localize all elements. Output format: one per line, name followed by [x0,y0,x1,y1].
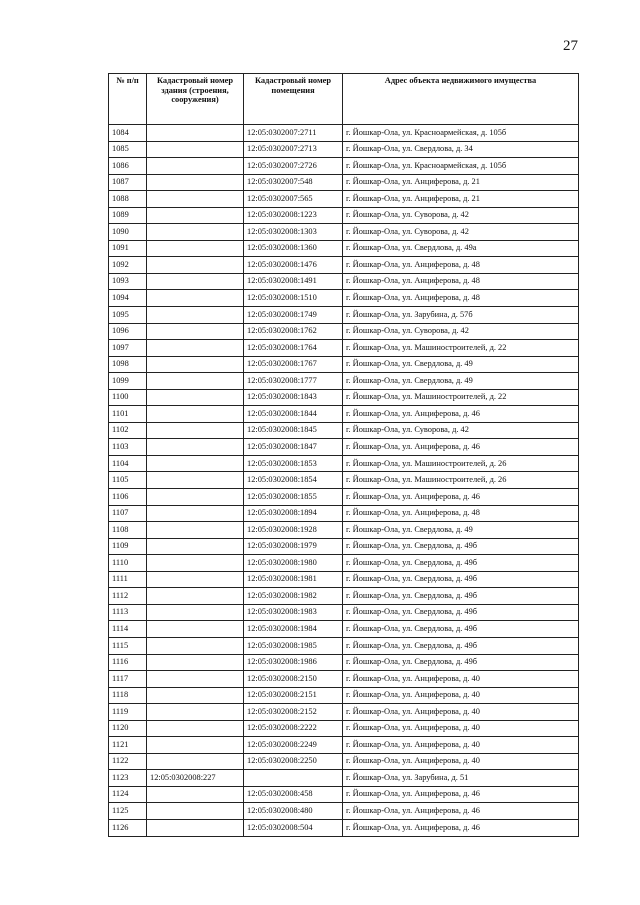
header-num: № п/п [109,74,147,125]
address-cell: г. Йошкар-Ола, ул. Красноармейская, д. 105б [343,158,579,175]
row-number-cell: 1112 [109,588,147,605]
address-cell: г. Йошкар-Ола, ул. Анциферова, д. 48 [343,273,579,290]
address-cell: г. Йошкар-Ола, ул. Свердлова, д. 49б [343,621,579,638]
table-row [109,141,579,158]
address-cell: г. Йошкар-Ола, ул. Анциферова, д. 40 [343,753,579,770]
address-cell: г. Йошкар-Ола, ул. Анциферова, д. 46 [343,819,579,836]
header-address: Адрес объекта недвижимого имущества [343,74,579,125]
table-row [109,505,579,522]
row-number-cell: 1122 [109,753,147,770]
address-cell: г. Йошкар-Ола, ул. Свердлова, д. 49б [343,571,579,588]
row-number-cell: 1101 [109,406,147,423]
address-cell: г. Йошкар-Ола, ул. Анциферова, д. 40 [343,687,579,704]
table-row [109,373,579,390]
room-cadastral-cell: 12:05:0302007:548 [244,174,343,191]
table-header-row [109,74,579,125]
address-cell: г. Йошкар-Ола, ул. Свердлова, д. 49а [343,240,579,257]
table-row [109,472,579,489]
row-number-cell: 1084 [109,125,147,142]
building-cadastral-cell [147,240,244,257]
building-cadastral-cell [147,141,244,158]
building-cadastral-cell [147,753,244,770]
table-row [109,273,579,290]
room-cadastral-cell: 12:05:0302008:1853 [244,455,343,472]
row-number-cell: 1121 [109,737,147,754]
building-cadastral-cell [147,439,244,456]
table-row [109,158,579,175]
room-cadastral-cell: 12:05:0302008:1928 [244,522,343,539]
building-cadastral-cell [147,819,244,836]
table-row [109,389,579,406]
building-cadastral-cell [147,356,244,373]
room-cadastral-cell: 12:05:0302007:2713 [244,141,343,158]
address-cell: г. Йошкар-Ола, ул. Свердлова, д. 49б [343,555,579,572]
address-cell: г. Йошкар-Ола, ул. Машиностроителей, д. 26 [343,472,579,489]
table-row [109,489,579,506]
table-row [109,538,579,555]
building-cadastral-cell [147,472,244,489]
building-cadastral-cell [147,704,244,721]
header-room-cadastral: Кадастровый номер помещения [244,74,343,125]
address-cell: г. Йошкар-Ола, ул. Анциферова, д. 48 [343,257,579,274]
address-cell: г. Йошкар-Ола, ул. Анциферова, д. 48 [343,290,579,307]
room-cadastral-cell: 12:05:0302008:1982 [244,588,343,605]
row-number-cell: 1111 [109,571,147,588]
room-cadastral-cell: 12:05:0302008:1360 [244,240,343,257]
address-cell: г. Йошкар-Ола, ул. Свердлова, д. 49 [343,356,579,373]
row-number-cell: 1120 [109,720,147,737]
table-row [109,191,579,208]
room-cadastral-cell: 12:05:0302008:1980 [244,555,343,572]
row-number-cell: 1091 [109,240,147,257]
room-cadastral-cell: 12:05:0302008:1843 [244,389,343,406]
room-cadastral-cell: 12:05:0302008:2151 [244,687,343,704]
building-cadastral-cell [147,455,244,472]
table-row [109,720,579,737]
table-row [109,704,579,721]
table-row [109,290,579,307]
row-number-cell: 1103 [109,439,147,456]
row-number-cell: 1098 [109,356,147,373]
address-cell: г. Йошкар-Ола, ул. Машиностроителей, д. 22 [343,389,579,406]
table-row [109,406,579,423]
table-row [109,555,579,572]
row-number-cell: 1116 [109,654,147,671]
room-cadastral-cell: 12:05:0302008:1847 [244,439,343,456]
building-cadastral-cell [147,786,244,803]
building-cadastral-cell [147,224,244,241]
table-row [109,637,579,654]
row-number-cell: 1088 [109,191,147,208]
row-number-cell: 1119 [109,704,147,721]
table-row [109,571,579,588]
room-cadastral-cell: 12:05:0302008:1303 [244,224,343,241]
room-cadastral-cell: 12:05:0302007:2726 [244,158,343,175]
table-row [109,588,579,605]
room-cadastral-cell: 12:05:0302007:565 [244,191,343,208]
row-number-cell: 1108 [109,522,147,539]
row-number-cell: 1126 [109,819,147,836]
row-number-cell: 1099 [109,373,147,390]
building-cadastral-cell [147,687,244,704]
header-building-cadastral: Кадастровый номер здания (строения, сооружения) [147,74,244,125]
row-number-cell: 1125 [109,803,147,820]
building-cadastral-cell [147,505,244,522]
room-cadastral-cell: 12:05:0302008:1510 [244,290,343,307]
building-cadastral-cell [147,307,244,324]
building-cadastral-cell [147,273,244,290]
address-cell: г. Йошкар-Ола, ул. Машиностроителей, д. 26 [343,455,579,472]
table-row [109,671,579,688]
building-cadastral-cell [147,489,244,506]
table-row [109,803,579,820]
building-cadastral-cell [147,207,244,224]
address-cell: г. Йошкар-Ола, ул. Зарубина, д. 57б [343,307,579,324]
address-cell: г. Йошкар-Ола, ул. Анциферова, д. 40 [343,720,579,737]
building-cadastral-cell [147,671,244,688]
table-row [109,654,579,671]
address-cell: г. Йошкар-Ола, ул. Анциферова, д. 21 [343,174,579,191]
room-cadastral-cell: 12:05:0302008:1777 [244,373,343,390]
row-number-cell: 1118 [109,687,147,704]
page-number: 27 [563,38,578,54]
row-number-cell: 1094 [109,290,147,307]
address-cell: г. Йошкар-Ола, ул. Анциферова, д. 46 [343,803,579,820]
building-cadastral-cell [147,604,244,621]
row-number-cell: 1113 [109,604,147,621]
table-row [109,125,579,142]
room-cadastral-cell: 12:05:0302008:1984 [244,621,343,638]
table-row [109,737,579,754]
room-cadastral-cell: 12:05:0302008:504 [244,819,343,836]
building-cadastral-cell [147,571,244,588]
room-cadastral-cell: 12:05:0302008:1855 [244,489,343,506]
room-cadastral-cell: 12:05:0302008:2249 [244,737,343,754]
address-cell: г. Йошкар-Ола, ул. Зарубина, д. 51 [343,770,579,787]
room-cadastral-cell: 12:05:0302008:1749 [244,307,343,324]
address-cell: г. Йошкар-Ола, ул. Свердлова, д. 49б [343,637,579,654]
room-cadastral-cell: 12:05:0302008:1986 [244,654,343,671]
address-cell: г. Йошкар-Ола, ул. Анциферова, д. 40 [343,704,579,721]
building-cadastral-cell [147,737,244,754]
row-number-cell: 1124 [109,786,147,803]
building-cadastral-cell [147,340,244,357]
table-row [109,786,579,803]
building-cadastral-cell [147,406,244,423]
building-cadastral-cell [147,174,244,191]
building-cadastral-cell [147,323,244,340]
room-cadastral-cell: 12:05:0302008:2150 [244,671,343,688]
room-cadastral-cell: 12:05:0302008:1762 [244,323,343,340]
row-number-cell: 1117 [109,671,147,688]
building-cadastral-cell [147,522,244,539]
address-cell: г. Йошкар-Ола, ул. Суворова, д. 42 [343,422,579,439]
address-cell: г. Йошкар-Ола, ул. Анциферова, д. 46 [343,406,579,423]
row-number-cell: 1100 [109,389,147,406]
building-cadastral-cell [147,373,244,390]
address-cell: г. Йошкар-Ола, ул. Анциферова, д. 40 [343,737,579,754]
row-number-cell: 1115 [109,637,147,654]
row-number-cell: 1097 [109,340,147,357]
room-cadastral-cell: 12:05:0302008:2152 [244,704,343,721]
table-row [109,522,579,539]
address-cell: г. Йошкар-Ола, ул. Свердлова, д. 49б [343,588,579,605]
room-cadastral-cell: 12:05:0302008:458 [244,786,343,803]
row-number-cell: 1123 [109,770,147,787]
address-cell: г. Йошкар-Ола, ул. Анциферова, д. 46 [343,786,579,803]
row-number-cell: 1104 [109,455,147,472]
room-cadastral-cell: 12:05:0302007:2711 [244,125,343,142]
row-number-cell: 1096 [109,323,147,340]
room-cadastral-cell: 12:05:0302008:1767 [244,356,343,373]
table-row [109,307,579,324]
row-number-cell: 1110 [109,555,147,572]
room-cadastral-cell: 12:05:0302008:2222 [244,720,343,737]
address-cell: г. Йошкар-Ола, ул. Анциферова, д. 46 [343,439,579,456]
table-row [109,174,579,191]
table-row [109,621,579,638]
table-row [109,687,579,704]
row-number-cell: 1092 [109,257,147,274]
address-cell: г. Йошкар-Ола, ул. Свердлова, д. 34 [343,141,579,158]
building-cadastral-cell [147,257,244,274]
table-row [109,257,579,274]
building-cadastral-cell [147,555,244,572]
address-cell: г. Йошкар-Ола, ул. Свердлова, д. 49б [343,654,579,671]
room-cadastral-cell: 12:05:0302008:1764 [244,340,343,357]
building-cadastral-cell [147,158,244,175]
building-cadastral-cell [147,720,244,737]
room-cadastral-cell: 12:05:0302008:1845 [244,422,343,439]
room-cadastral-cell: 12:05:0302008:1983 [244,604,343,621]
table-row [109,224,579,241]
address-cell: г. Йошкар-Ола, ул. Анциферова, д. 46 [343,489,579,506]
address-cell: г. Йошкар-Ола, ул. Анциферова, д. 40 [343,671,579,688]
address-cell: г. Йошкар-Ола, ул. Свердлова, д. 49б [343,538,579,555]
address-cell: г. Йошкар-Ола, ул. Суворова, д. 42 [343,323,579,340]
address-cell: г. Йошкар-Ола, ул. Свердлова, д. 49 [343,373,579,390]
row-number-cell: 1086 [109,158,147,175]
table-row [109,240,579,257]
building-cadastral-cell: 12:05:0302008:227 [147,770,244,787]
address-cell: г. Йошкар-Ола, ул. Анциферова, д. 21 [343,191,579,208]
table-row [109,356,579,373]
building-cadastral-cell [147,389,244,406]
table-row [109,340,579,357]
address-cell: г. Йошкар-Ола, ул. Суворова, д. 42 [343,224,579,241]
room-cadastral-cell: 12:05:0302008:1476 [244,257,343,274]
table-row [109,323,579,340]
table-body [109,125,579,837]
room-cadastral-cell [244,770,343,787]
room-cadastral-cell: 12:05:0302008:1854 [244,472,343,489]
row-number-cell: 1109 [109,538,147,555]
address-cell: г. Йошкар-Ола, ул. Свердлова, д. 49 [343,522,579,539]
table-row [109,439,579,456]
row-number-cell: 1102 [109,422,147,439]
row-number-cell: 1090 [109,224,147,241]
row-number-cell: 1085 [109,141,147,158]
building-cadastral-cell [147,538,244,555]
row-number-cell: 1093 [109,273,147,290]
table-row [109,770,579,787]
table-row [109,207,579,224]
room-cadastral-cell: 12:05:0302008:1894 [244,505,343,522]
room-cadastral-cell: 12:05:0302008:1979 [244,538,343,555]
address-cell: г. Йошкар-Ола, ул. Анциферова, д. 48 [343,505,579,522]
room-cadastral-cell: 12:05:0302008:1981 [244,571,343,588]
row-number-cell: 1114 [109,621,147,638]
row-number-cell: 1095 [109,307,147,324]
room-cadastral-cell: 12:05:0302008:1223 [244,207,343,224]
address-cell: г. Йошкар-Ола, ул. Свердлова, д. 49б [343,604,579,621]
table-row [109,819,579,836]
room-cadastral-cell: 12:05:0302008:480 [244,803,343,820]
property-registry-table [108,73,579,837]
building-cadastral-cell [147,637,244,654]
building-cadastral-cell [147,588,244,605]
building-cadastral-cell [147,422,244,439]
room-cadastral-cell: 12:05:0302008:2250 [244,753,343,770]
row-number-cell: 1105 [109,472,147,489]
address-cell: г. Йошкар-Ола, ул. Машиностроителей, д. 22 [343,340,579,357]
building-cadastral-cell [147,125,244,142]
table-row [109,604,579,621]
row-number-cell: 1107 [109,505,147,522]
building-cadastral-cell [147,803,244,820]
row-number-cell: 1089 [109,207,147,224]
address-cell: г. Йошкар-Ола, ул. Красноармейская, д. 105б [343,125,579,142]
row-number-cell: 1106 [109,489,147,506]
building-cadastral-cell [147,621,244,638]
room-cadastral-cell: 12:05:0302008:1491 [244,273,343,290]
building-cadastral-cell [147,290,244,307]
building-cadastral-cell [147,191,244,208]
table-row [109,422,579,439]
table-row [109,753,579,770]
room-cadastral-cell: 12:05:0302008:1985 [244,637,343,654]
address-cell: г. Йошкар-Ола, ул. Суворова, д. 42 [343,207,579,224]
room-cadastral-cell: 12:05:0302008:1844 [244,406,343,423]
table-row [109,455,579,472]
row-number-cell: 1087 [109,174,147,191]
building-cadastral-cell [147,654,244,671]
